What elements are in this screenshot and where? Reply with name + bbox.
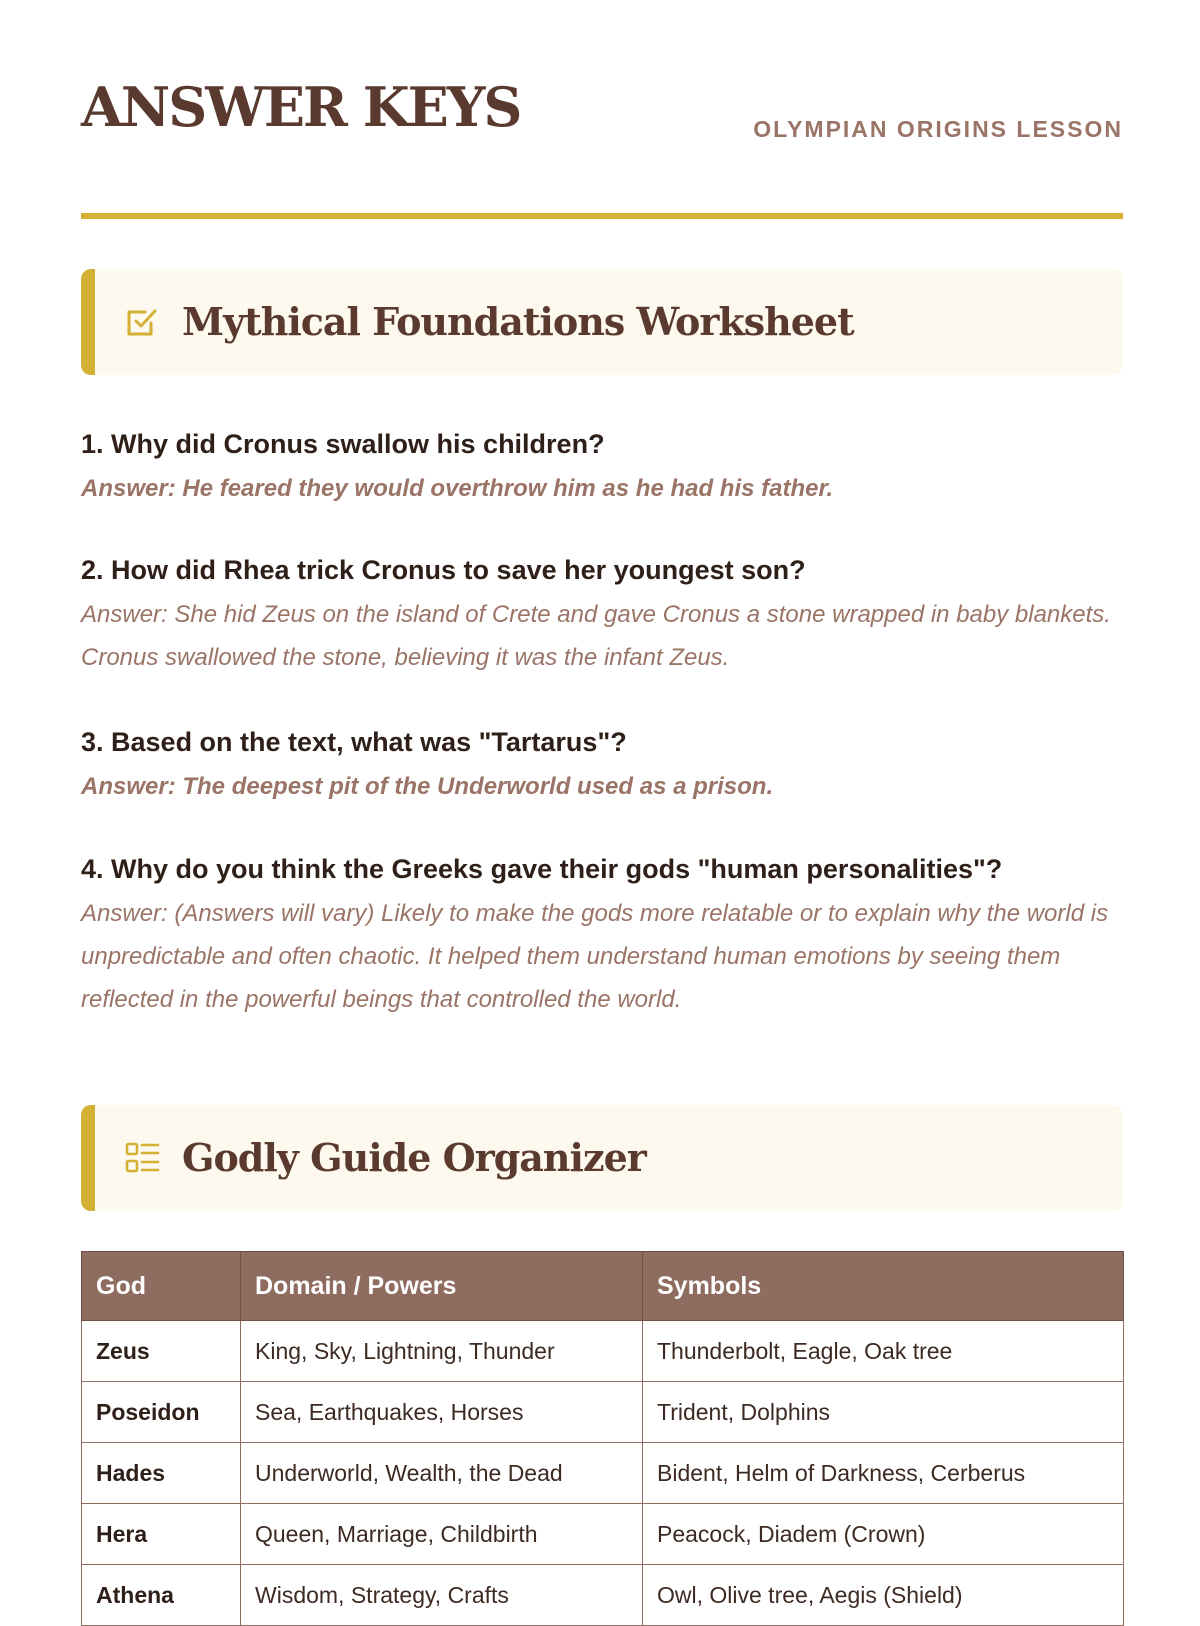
question-text: 3. Based on the text, what was "Tartarus"? <box>81 727 627 757</box>
lesson-subtitle: OLYMPIAN ORIGINS LESSON <box>753 116 1123 142</box>
god-cell: Athena <box>82 1565 241 1626</box>
question-text: 1. Why did Cronus swallow his children? <box>81 429 605 459</box>
column-header-god: God <box>82 1252 241 1321</box>
header-divider <box>81 213 1123 219</box>
worksheet-section-header <box>81 269 1123 375</box>
symbols-cell: Owl, Olive tree, Aegis (Shield) <box>643 1565 1124 1626</box>
domain-cell: Sea, Earthquakes, Horses <box>241 1382 643 1443</box>
answer-text: Answer: The deepest pit of the Underworld used as a prison. <box>81 773 774 800</box>
table-row <box>82 1321 1124 1382</box>
god-cell: Hera <box>82 1504 241 1565</box>
god-cell: Poseidon <box>82 1382 241 1443</box>
list-icon <box>124 1140 160 1176</box>
question-block-1 <box>81 427 1123 510</box>
question-text: 2. How did Rhea trick Cronus to save her youngest son? <box>81 555 806 585</box>
answer-text: Answer: She hid Zeus on the island of Crete and gave Cronus a stone wrapped in baby blankets. Cronus swallowed the stone, believing it was the infant Zeus. <box>81 601 1111 671</box>
symbols-cell: Peacock, Diadem (Crown) <box>643 1504 1124 1565</box>
table-header-row <box>82 1252 1124 1321</box>
question-text: 4. Why do you think the Greeks gave their gods "human personalities"? <box>81 854 1003 884</box>
organizer-section-header <box>81 1105 1123 1211</box>
symbols-cell: Trident, Dolphins <box>643 1382 1124 1443</box>
god-cell: Hades <box>82 1443 241 1504</box>
page-header <box>81 0 1123 222</box>
organizer-title: Godly Guide Organizer <box>182 1135 646 1180</box>
symbols-cell: Thunderbolt, Eagle, Oak tree <box>643 1321 1124 1382</box>
domain-cell: Underworld, Wealth, the Dead <box>241 1443 643 1504</box>
domain-cell: King, Sky, Lightning, Thunder <box>241 1321 643 1382</box>
column-header-symbols: Symbols <box>643 1252 1124 1321</box>
checkbox-icon <box>124 304 160 340</box>
domain-cell: Wisdom, Strategy, Crafts <box>241 1565 643 1626</box>
question-block-2 <box>81 553 1123 679</box>
page-title: ANSWER KEYS <box>81 75 521 139</box>
question-block-3 <box>81 725 1123 808</box>
god-cell: Zeus <box>82 1321 241 1382</box>
answer-key-page <box>81 0 1123 1608</box>
question-block-4 <box>81 852 1123 1021</box>
domain-cell: Queen, Marriage, Childbirth <box>241 1504 643 1565</box>
column-header-domain: Domain / Powers <box>241 1252 643 1321</box>
worksheet-title: Mythical Foundations Worksheet <box>182 299 854 344</box>
answer-text: Answer: He feared they would overthrow him as he had his father. <box>81 475 834 502</box>
symbols-cell: Bident, Helm of Darkness, Cerberus <box>643 1443 1124 1504</box>
table-row <box>82 1565 1124 1626</box>
table-row <box>82 1443 1124 1504</box>
table-row <box>82 1382 1124 1443</box>
god-organizer-table <box>81 1251 1124 1626</box>
table-row <box>82 1504 1124 1565</box>
answer-text: Answer: (Answers will vary) Likely to make the gods more relatable or to explain why the world is unpredictable and often chaotic. It helped them understand human emotions by seeing them reflected in the powerful beings that controlled the world. <box>81 900 1109 1013</box>
